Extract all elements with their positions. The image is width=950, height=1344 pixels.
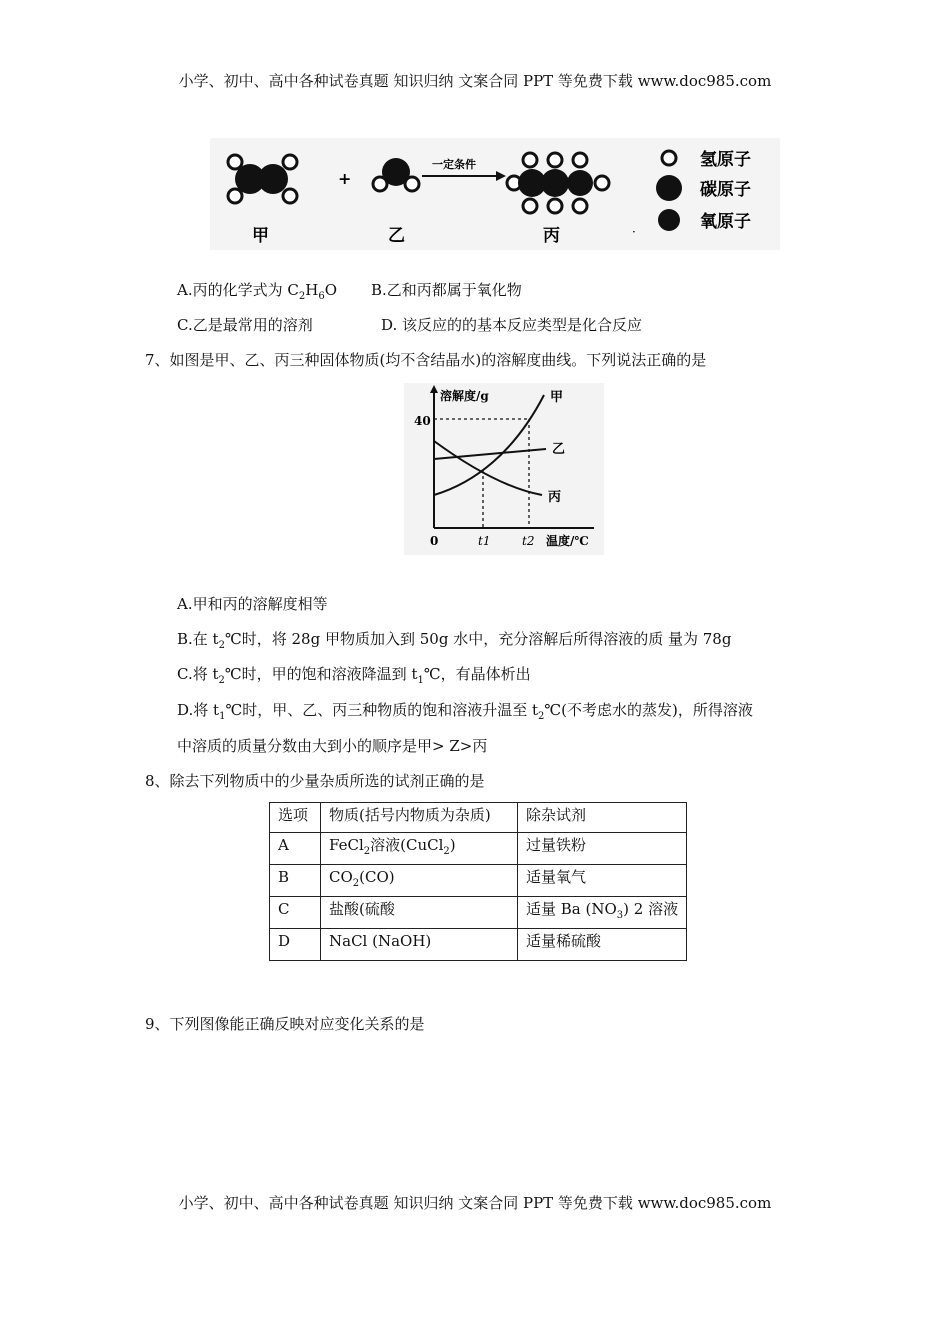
chart-y-label: 溶解度/g <box>440 389 489 403</box>
q6-option-d: D. 该反应的的基本反应类型是化合反应 <box>381 316 643 334</box>
q7-option-a: A.甲和丙的溶解度相等 <box>177 595 328 613</box>
q6-option-a: A.丙的化学式为 $C_2H_6O$ <box>177 281 338 302</box>
row-option: D <box>270 929 321 961</box>
label-bing: 丙 <box>543 226 560 246</box>
header-reagent: 除杂试剂 <box>518 803 687 833</box>
q8-stem: 8、除去下列物质中的少量杂质所选的试剂正确的是 <box>145 772 485 790</box>
header-substance: 物质(括号内物质为杂质) <box>321 803 518 833</box>
table-row <box>270 929 687 961</box>
reaction-arrow <box>422 171 506 181</box>
q7-option-b: B.在 $t_2℃$时，将 28g 甲物质加入到 50g 水中，充分溶解后所得溶液的质 量为 78g <box>177 630 732 651</box>
legend-oxygen: 氧原子 <box>700 212 751 232</box>
reaction-figure <box>210 138 780 250</box>
q7-stem: 7、如图是甲、乙、丙三种固体物质(均不含结晶水)的溶解度曲线。下列说法正确的是 <box>145 351 707 369</box>
chart-x-tick-0: 0 <box>430 534 439 548</box>
chart-x-label: 温度/℃ <box>546 534 589 548</box>
curve-jia <box>434 395 544 495</box>
q9-stem: 9、下列图像能正确反映对应变化关系的是 <box>145 1015 425 1033</box>
atom-legend <box>656 151 682 231</box>
molecule-bing <box>507 153 609 213</box>
solubility-chart <box>404 383 604 555</box>
q8-table <box>269 802 687 961</box>
page-header: 小学、初中、高中各种试卷真题 知识归纳 文案合同 PPT 等免费下载 www.doc985.com <box>178 72 772 90</box>
plus-sign: + <box>338 169 352 188</box>
row-substance: FeCl$_2$溶液(CuCl$_2$) <box>321 833 518 865</box>
legend-hydrogen: 氢原子 <box>700 150 751 170</box>
table-row <box>270 865 687 897</box>
header-option: 选项 <box>270 803 321 833</box>
table-header-row <box>270 803 687 833</box>
row-reagent: 适量 Ba $(NO_3)$ 2 溶液 <box>518 897 687 929</box>
label-jia: 甲 <box>252 226 269 246</box>
row-substance: 盐酸(硫酸 <box>321 897 518 929</box>
arrow-condition-text: 一定条件 <box>432 158 476 171</box>
label-yi: 乙 <box>388 226 405 246</box>
q6-option-b: B.乙和丙都属于氧化物 <box>371 281 522 299</box>
series-label-yi: 乙 <box>552 442 566 457</box>
row-substance: $CO_2(CO)$ <box>321 865 518 897</box>
q7-option-c: C.将 $t_2℃$时，甲的饱和溶液降温到 $t_1℃$，有晶体析出 <box>177 665 531 686</box>
series-label-jia: 甲 <box>550 390 564 405</box>
chart-y-tick-40: 40 <box>414 414 431 428</box>
series-label-bing: 丙 <box>548 490 562 505</box>
q7-option-d: D.将 $t_1℃$时，甲、乙、丙三种物质的饱和溶液升温至 $t_2℃$(不考虑水的蒸发)，所得溶液 <box>177 701 753 722</box>
legend-carbon: 碳原子 <box>700 180 751 200</box>
molecule-yi <box>373 158 419 191</box>
row-reagent: 过量铁粉 <box>518 833 687 865</box>
q6-option-c: C.乙是最常用的溶剂 <box>177 316 313 334</box>
q7-option-d-line2: 中溶质的质量分数由大到小的顺序是甲> Z>丙 <box>177 737 488 755</box>
curve-bing <box>434 441 542 495</box>
row-reagent: 适量氧气 <box>518 865 687 897</box>
page-footer: 小学、初中、高中各种试卷真题 知识归纳 文案合同 PPT 等免费下载 www.doc985.com <box>178 1194 772 1212</box>
molecule-jia <box>228 155 297 203</box>
table-row <box>270 833 687 865</box>
row-option: A <box>270 833 321 865</box>
chart-x-tick-t2: t2 <box>522 534 535 548</box>
table-row <box>270 897 687 929</box>
chart-x-tick-t1: t1 <box>478 534 491 548</box>
figure-dot: · <box>632 225 636 239</box>
row-substance: NaCl (NaOH) <box>321 929 518 961</box>
row-option: B <box>270 865 321 897</box>
row-option: C <box>270 897 321 929</box>
row-reagent: 适量稀硫酸 <box>518 929 687 961</box>
